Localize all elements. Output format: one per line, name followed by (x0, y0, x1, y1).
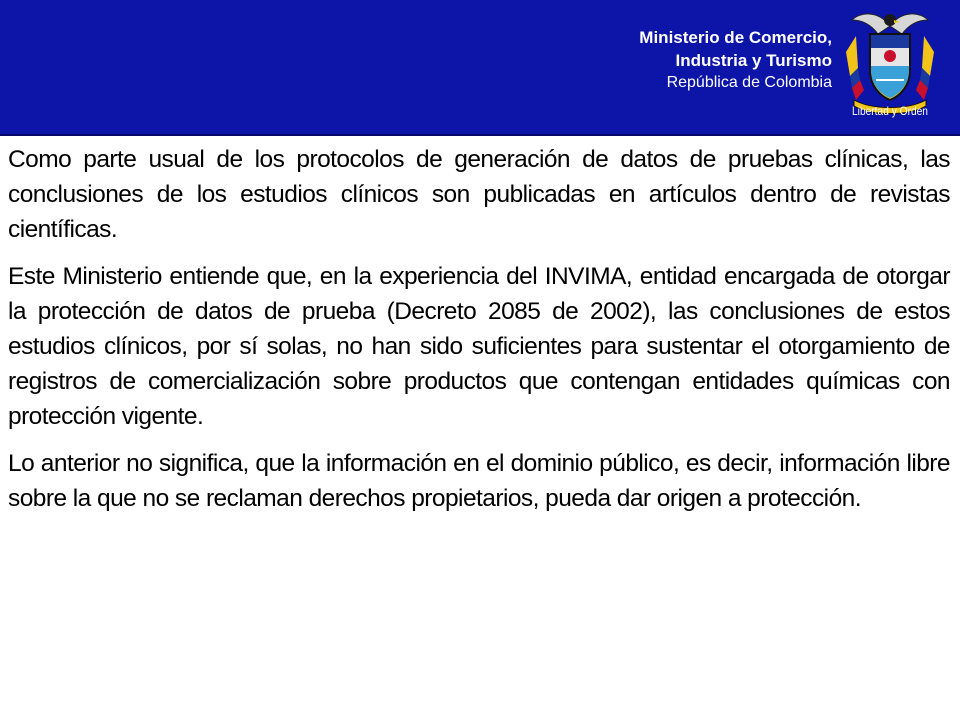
country-name: República de Colombia (666, 74, 832, 91)
paragraph-1: Como parte usual de los protocolos de generación de datos de pruebas clínicas, las conclusiones de los estudios clínicos son publicadas en artículos dentro de revistas científicas. (8, 146, 950, 243)
header-banner (0, 0, 960, 136)
motto-ribbon-text: Libertad y Orden (852, 104, 928, 118)
ministry-name-line1: Ministerio de Comercio, (639, 28, 832, 47)
paragraph-3: Lo anterior no significa, que la información en el dominio público, es decir, información libre sobre la que no se reclaman derechos propietarios, pueda dar origen a protección. (8, 450, 950, 512)
slide-body (8, 142, 950, 528)
paragraph-2: Este Ministerio entiende que, en la experiencia del INVIMA, entidad encargada de otorgar la protección de datos de prueba (Decreto 2085 de 2002), las conclusiones de estos estudios clínicos, por sí solas, no han sido suficientes para sustentar el otorgamiento de registros de comercialización sobre productos que contengan entidades químicas con protección vigente. (8, 263, 950, 430)
ministry-name-block (639, 26, 832, 94)
ministry-name-line2: Industria y Turismo (675, 51, 832, 70)
